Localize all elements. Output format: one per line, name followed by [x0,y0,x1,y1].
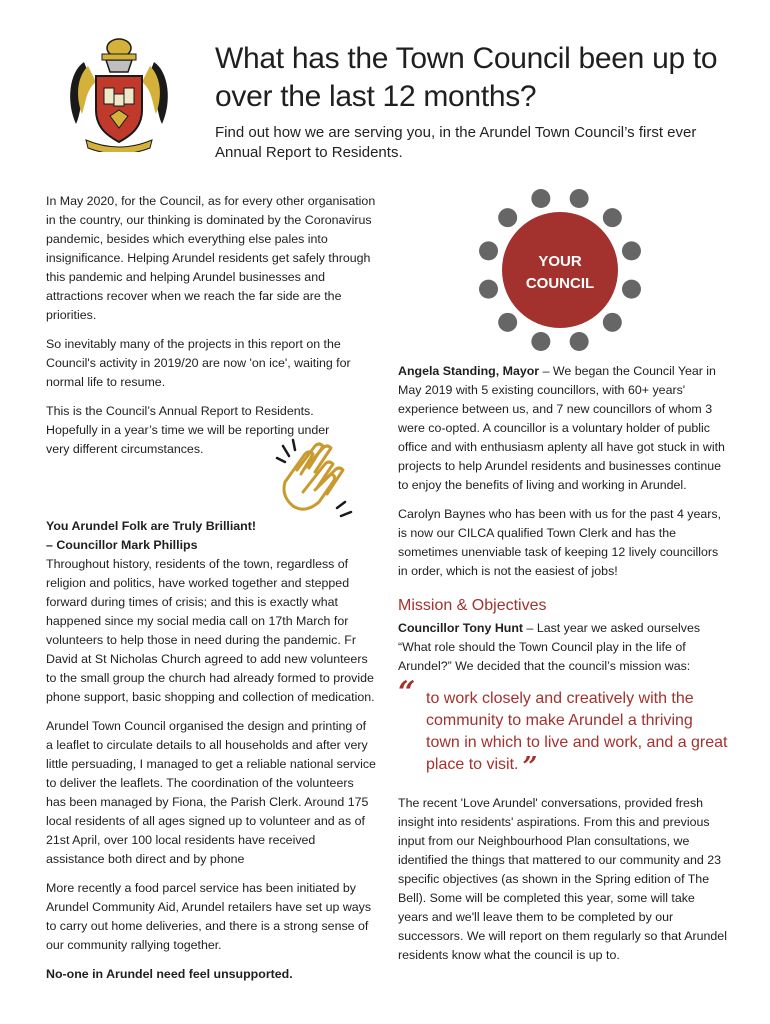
mayor-name: Angela Standing, Mayor [398,364,540,378]
closing-paragraph: The recent 'Love Arundel' conversations, provided fresh insight into residents' aspirations. From this and previous input from our Neighbourhood Plan consultations, we identified the things that mattered to our community and 23 specific objectives (as shown in the Spring edition of The Bell). Some will be completed this year, some will take years and we'll leave them to be completed by our successors. We will report on them regularly so that Arundel residents know what the council is up to. [398,796,727,962]
coat-of-arms-icon [64,32,174,152]
mayor-paragraph: Angela Standing, Mayor – We began the Council Year in May 2019 with 5 existing councillors, with 60+ years' experience between us, and 7 new councillors of whom 3 were co-opted. A councillor is a voluntary holder of public office and with enthusiasm aplenty all have got stuck in with projects to help Arundel residents and businesses continue to enjoy the benefits of living and working in Arundel. [398,364,725,492]
left-column [46,192,376,994]
open-quote-icon: “ [398,675,416,710]
council-label-line1: YOUR [538,253,582,270]
council-dot [603,313,622,332]
intro-paragraph-2: So inevitably many of the projects in this report on the Council's activity in 2019/20 are now 'on ice', waiting for normal life to resume. [46,337,351,389]
right-column [398,362,728,975]
mission-quote: “ to work closely and creatively with the community to make Arundel a thriving town in which to live and work, and a great place to visit. ” [398,675,728,782]
folk-paragraph-3: More recently a food parcel service has been initiated by Arundel Community Aid, Arundel retailers have set up ways to carry out home deliveries, and there is a strong sense of our community rallying together. [46,881,372,952]
hunt-name: Councillor Tony Hunt [398,621,524,635]
council-dot [498,313,517,332]
mission-heading: Mission & Objectives [398,597,547,614]
clapping-hands-icon [275,432,355,520]
folk-heading: You Arundel Folk are Truly Brilliant! [46,519,256,533]
folk-author: – Councillor Mark Phillips [46,538,198,552]
folk-paragraph-2: Arundel Town Council organised the design and printing of a leaflet to circulate details to all households and after very little persuading, I managed to get a reliable national service to deliver the leaflets. The coordination of the volunteers has been managed by Fiona, the Parish Clerk. Around 175 local residents of all ages signed up to volunteer and as of 21st April, over 100 local residents have received assistance both direct and by phone [46,719,376,866]
council-dot [498,208,517,227]
close-quote-icon: ” [522,752,538,782]
intro-paragraph-1: In May 2020, for the Council, as for every other organisation in the country, our thinking is dominated by the Coronavirus pandemic, besides which everything else pales into insignificance. Helping Arundel residents get safely through this pandemic and helping Arundel businesses and attractions recover when we reach the far side are the priorities. [46,194,376,322]
council-dot [622,280,641,299]
council-dot [570,189,589,208]
folk-paragraph-1: Throughout history, residents of the town, regardless of religion and politics, have worked together and stepped forward during times of crisis; and this is exactly what happened since my social media call on 17th March for volunteers to help those in need during the pandemic. Fr David at St Nicholas Church agreed to add new volunteers to the small group the church had already formed to provide phone support, basic shopping and collection of medication. [46,557,375,704]
your-council-graphic [470,188,650,358]
council-dot [622,241,641,260]
council-dot [603,208,622,227]
clerk-paragraph: Carolyn Baynes who has been with us for the past 4 years, is now our CILCA qualified Town Clerk and has the sometimes unenviable task of keeping 12 lively councillors in order, which is not the easiest of jobs! [398,507,722,578]
intro-paragraph-3: This is the Council’s Annual Report to Residents. Hopefully in a year’s time we will be reporting under very different circumstances. [46,404,330,456]
page-title: What has the Town Council been up to over the last 12 months? [215,42,718,113]
council-center-circle [502,212,618,328]
council-dot [479,280,498,299]
council-dot [531,189,550,208]
folk-closing: No-one in Arundel need feel unsupported. [46,967,293,981]
council-dot [531,332,550,351]
hunt-paragraph: Councillor Tony Hunt – Last year we asked ourselves “What role should the Town Council play in the life of Arundel?” We decided that the council’s mission was: [398,621,701,673]
council-label-line2: COUNCIL [525,275,595,292]
council-dot [479,241,498,260]
page-subtitle: Find out how we are serving you, in the Arundel Town Council’s first ever Annual Report to Residents. [215,124,697,161]
council-dot [570,332,589,351]
